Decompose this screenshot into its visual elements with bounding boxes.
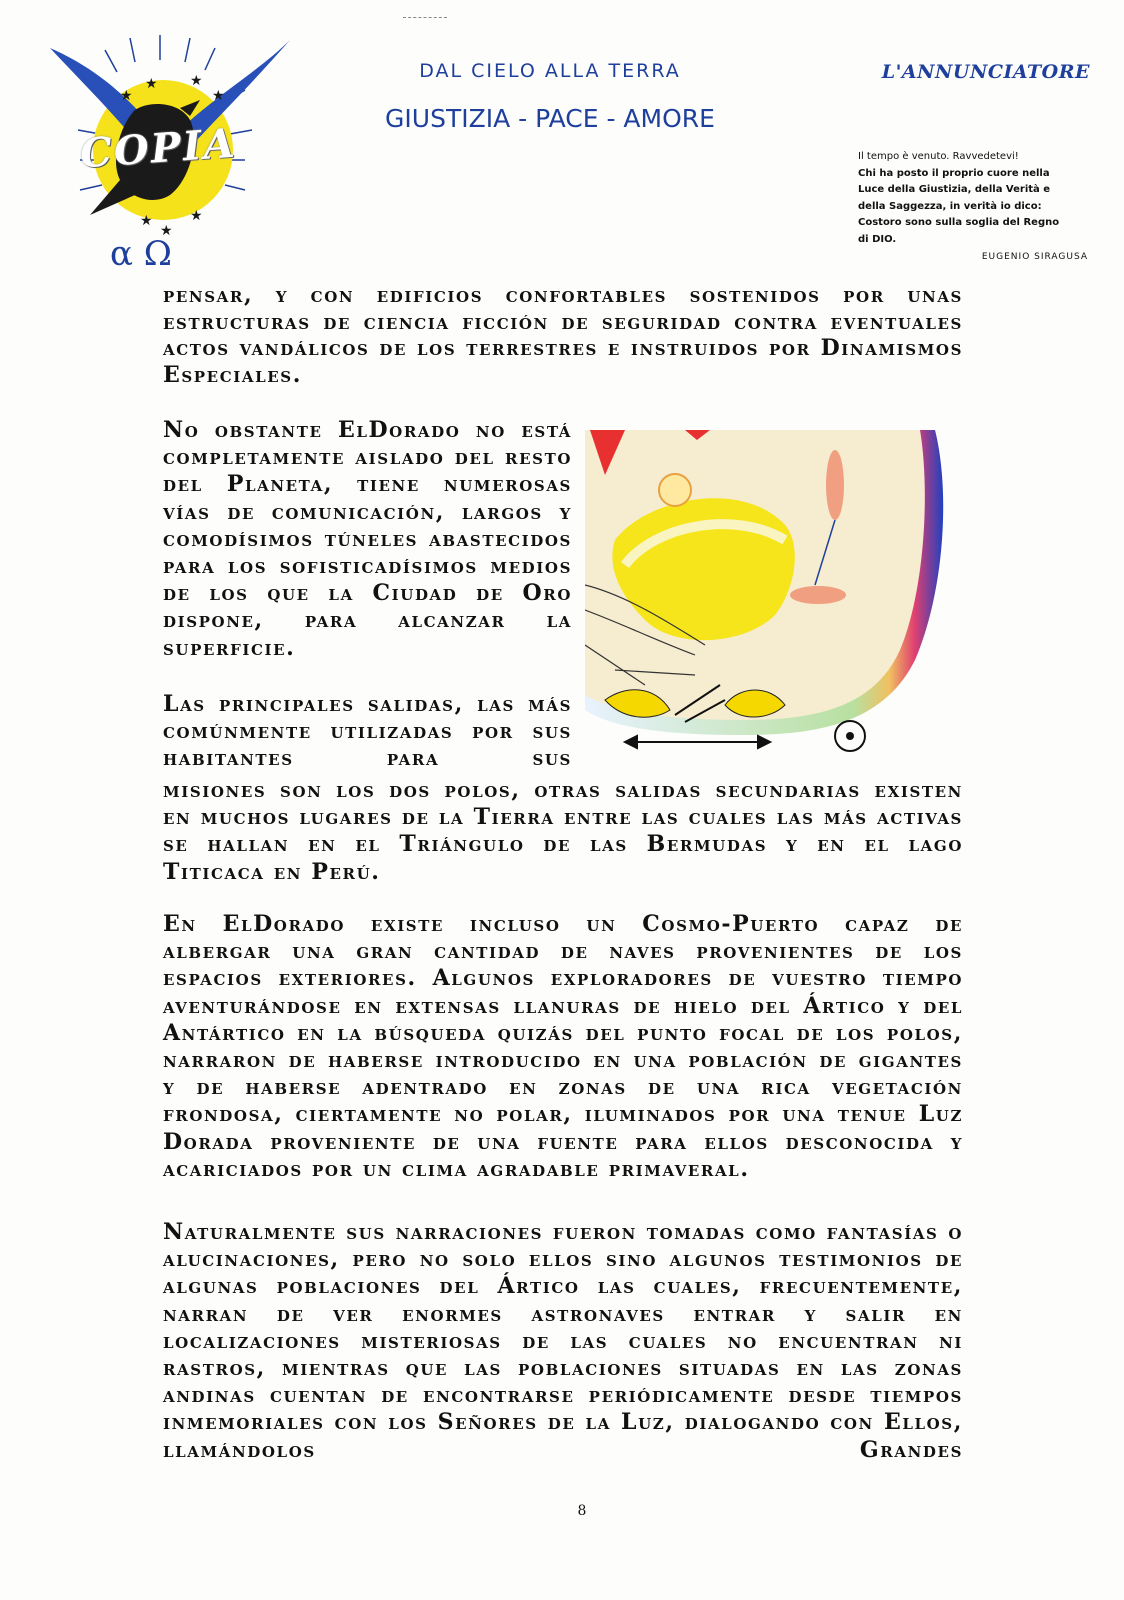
hollow-earth-illustration-icon [585,430,955,780]
quote-line: Costoro sono sulla soglia del Regno [858,217,1060,228]
svg-text:★: ★ [140,213,153,229]
quote-line: Chi ha posto il proprio cuore nella [858,167,1050,179]
paragraph-2-continued: Las principales salidas, las más comúnmente utilizadas por sus habitantes para sus [163,691,572,772]
top-divider [403,17,447,18]
circled-dot-symbol-icon [835,721,865,751]
svg-text:★: ★ [145,76,158,92]
quote-author: EUGENIO SIRAGUSA [981,252,1088,262]
quote-line: della Saggezza, in verità io dico: [858,200,1042,212]
paragraph-2: No obstante ElDorado no está completamente aislado del resto del Planeta, tiene numerosas vías de comunicación, largos y comodísimos túneles abastecidos para los sofisticadísimos medios de los que la Ciudad de Oro dispone, para alcanzar la superficie. [163,417,572,661]
svg-text:★: ★ [190,208,203,224]
quote-line: Il tempo è venuto. Ravvedetevi! [858,151,1019,162]
svg-text:★: ★ [120,88,133,104]
header-motto: GIUSTIZIA - PACE - AMORE [385,104,715,133]
copy-stamp: COPIA [78,119,238,178]
publication-title: L'ANNUNCIATORE [881,61,1090,83]
svg-text:★: ★ [160,223,173,239]
svg-text:★: ★ [212,88,225,104]
paragraph-3: misiones son los dos polos, otras salidas secundarias existen en muchos lugares de la Tierra entre las cuales las más activas se hallan en el Triángulo de las Bermudas y en el lago Titicaca en Perú. [163,777,963,885]
paragraph-1: pensar, y con edificios confortables sostenidos por unas estructuras de ciencia ficción de seguridad contra eventuales actos vandálicos de los terrestres e instruidos por Dinamismos Especiales. [163,282,963,388]
paragraph-5: Naturalmente sus narraciones fueron tomadas como fantasías o alucinaciones, pero no solo ellos sino algunos testimonios de algunas poblaciones del Ártico las cuales, frecuentemente, narran de ver enormes astronaves entrar y salir en localizaciones misteriosas de las cuales no encuentran ni rastros, mientras que las poblaciones situadas en las zonas andinas cuentan de encontrarse periódicamente desde tiempos inmemoriales con los Señores de la Luz, dialogando con Ellos, llamándolos Grandes [163,1219,963,1463]
header-top-line: DAL CIELO ALLA TERRA [419,60,681,82]
quote-line: Luce della Giustizia, della Verità e [858,184,1051,195]
quote-line: di DIO. [858,233,897,245]
alpha-omega-letters: α Ω [110,234,172,274]
header-quote [858,149,1088,248]
svg-text:★: ★ [190,73,203,89]
page-number: 8 [577,1503,587,1519]
paragraph-4: En ElDorado existe incluso un Cosmo-Puerto capaz de albergar una gran cantidad de naves provenientes de los espacios exteriores. Algunos exploradores de vuestro tiempo aventurándose en extensas llanuras de hielo del Ártico y del Antártico en la búsqueda quizás del punto focal de los polos, narraron de haberse introducido en una población de gigantes y de haberse adentrado en zonas de una rica vegetación frondosa, ciertamente no polar, iluminados por una tenue Luz Dorada proveniente de una fuente para ellos desconocida y acariciados por un clima agradable primaveral. [163,911,963,1182]
